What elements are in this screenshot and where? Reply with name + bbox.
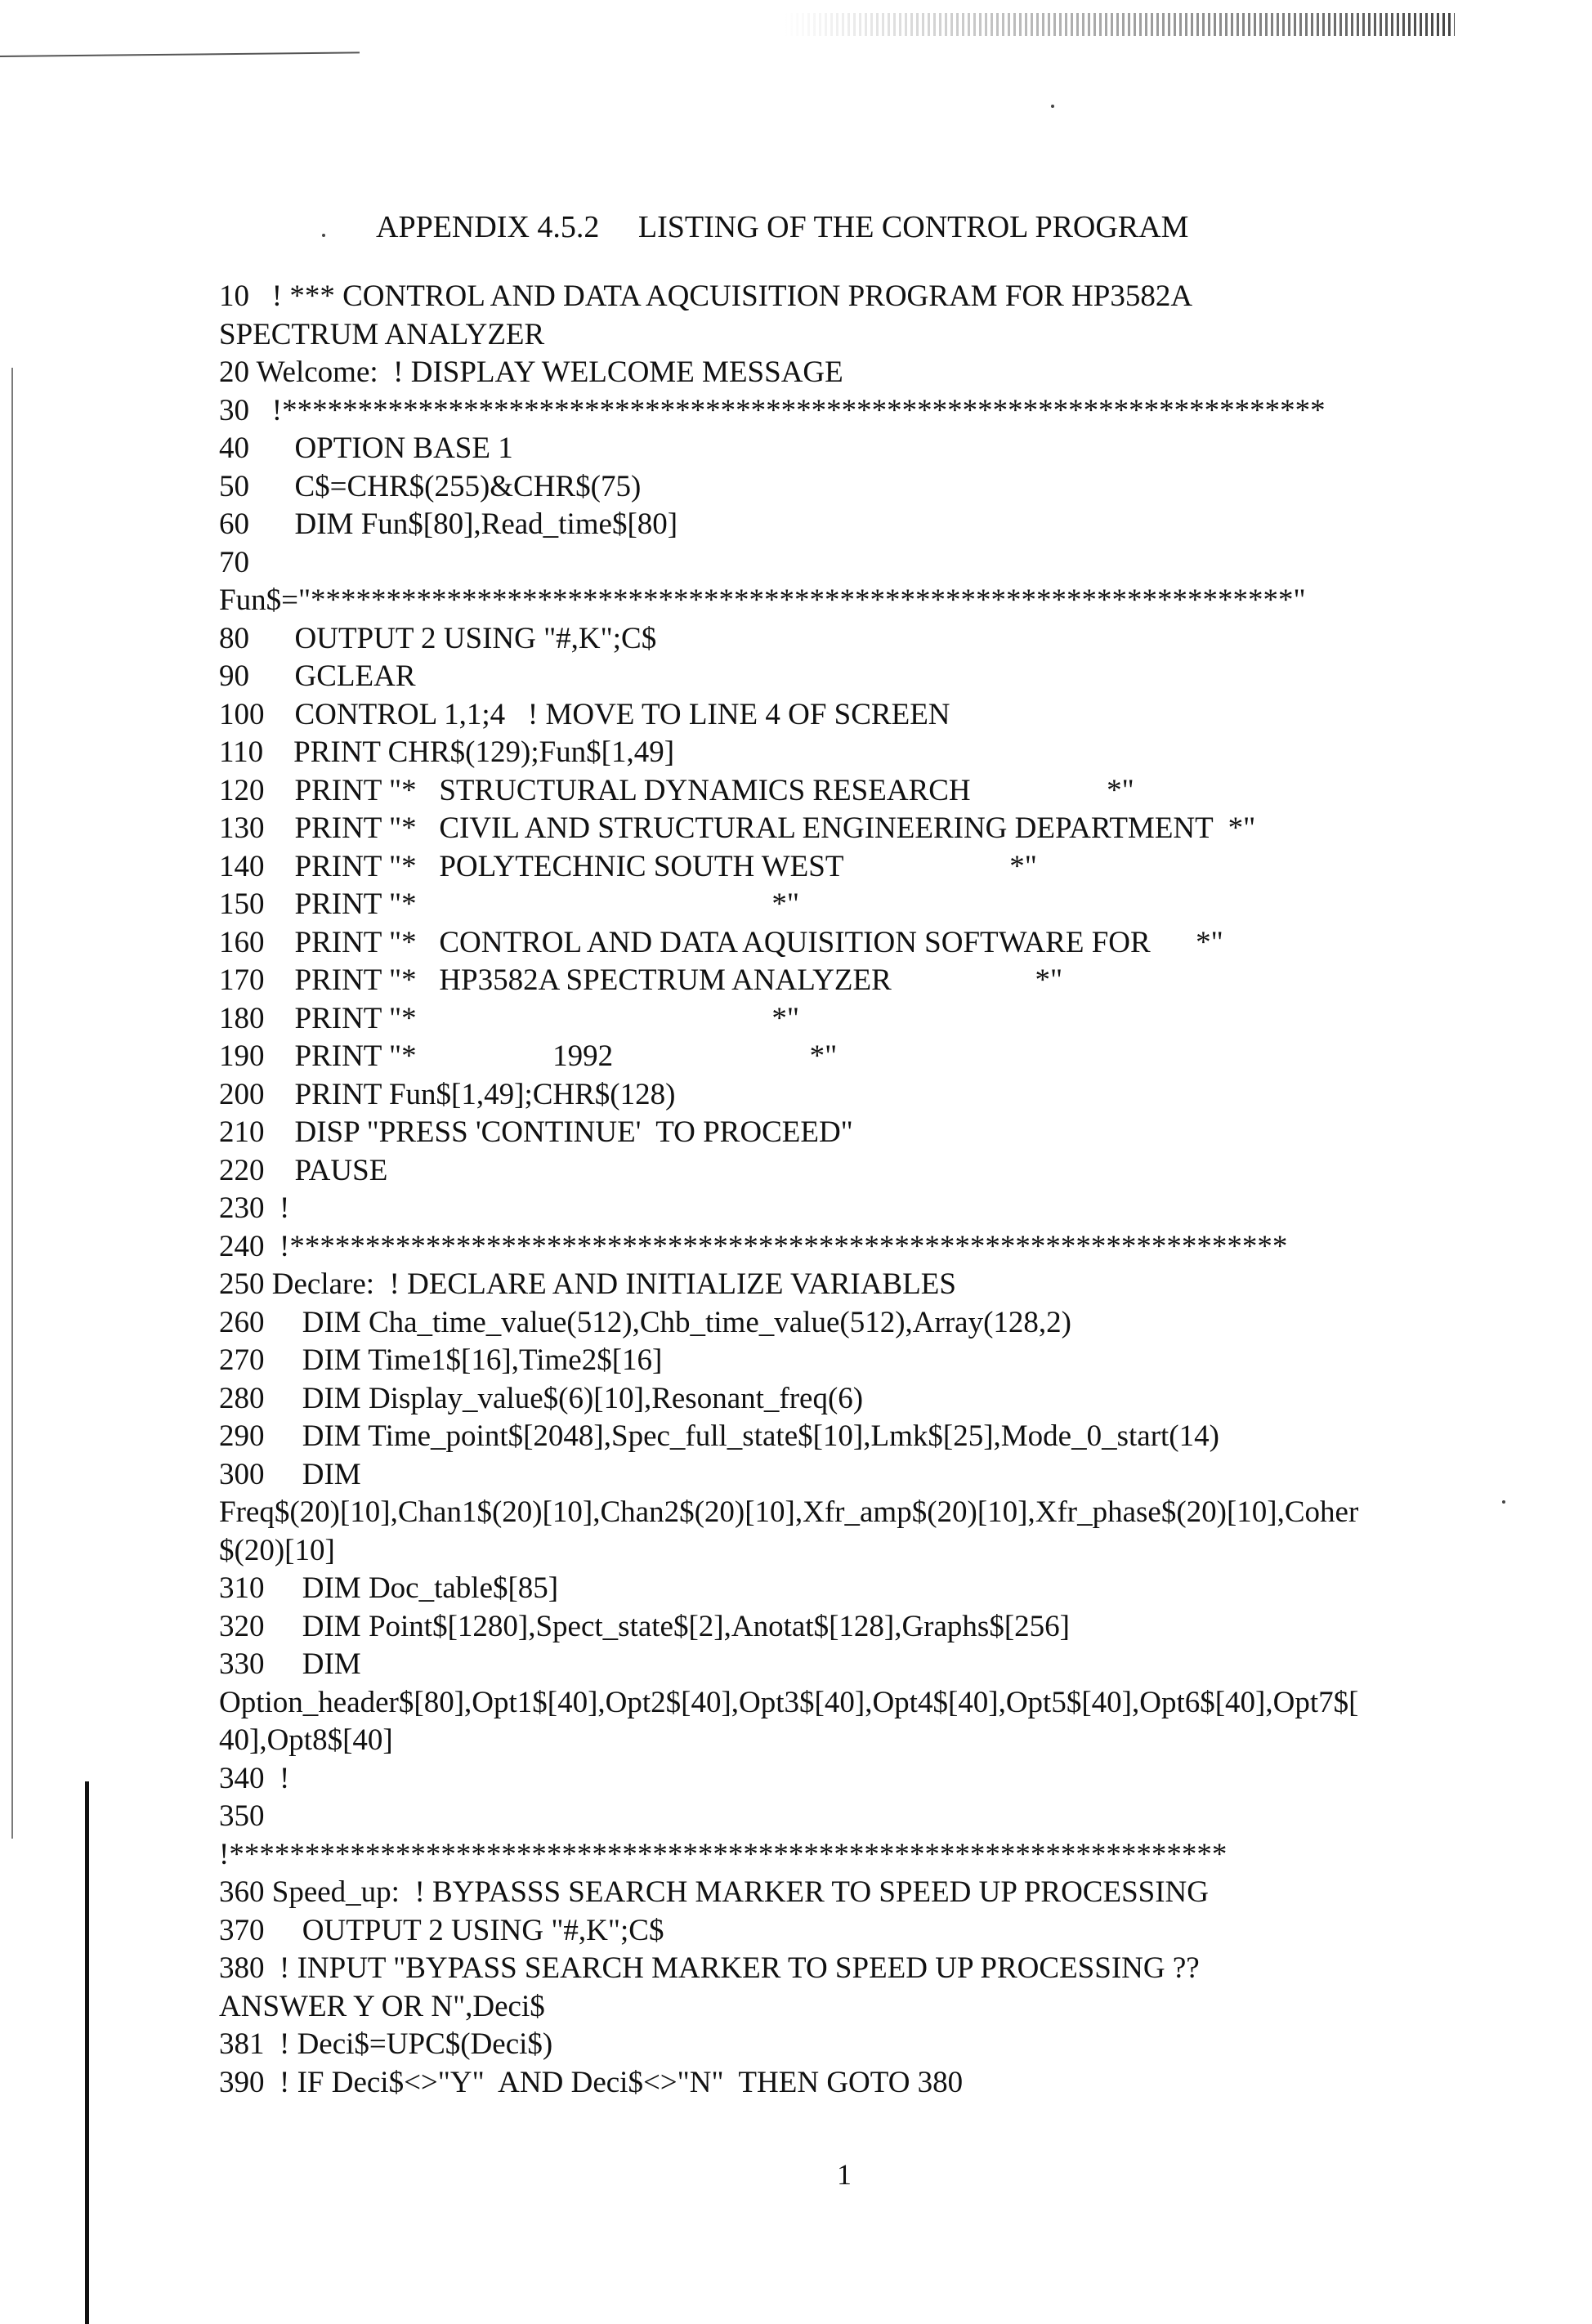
code-line: 40],Opt8$[40]	[219, 1723, 393, 1757]
code-line: 100 CONTROL 1,1;4 ! MOVE TO LINE 4 OF SCREEN	[219, 697, 950, 731]
code-line: 130 PRINT "* CIVIL AND STRUCTURAL ENGINEERING DEPARTMENT *"	[219, 811, 1256, 845]
code-line: ANSWER Y OR N",Deci$	[219, 1989, 545, 2023]
code-line: !******************************************************************	[219, 1837, 1228, 1871]
code-line: 20 Welcome: ! DISPLAY WELCOME MESSAGE	[219, 355, 843, 389]
code-line: 140 PRINT "* POLYTECHNIC SOUTH WEST *"	[219, 849, 1037, 883]
code-line: 310 DIM Doc_table$[85]	[219, 1571, 559, 1605]
code-line: 160 PRINT "* CONTROL AND DATA AQUISITION SOFTWARE FOR *"	[219, 925, 1223, 959]
page-heading: APPENDIX 4.5.2 LISTING OF THE CONTROL PROGRAM	[376, 210, 1189, 244]
code-line: 10 ! *** CONTROL AND DATA AQCUISITION PROGRAM FOR HP3582A	[219, 279, 1193, 313]
code-line: 180 PRINT "* *"	[219, 1001, 799, 1035]
code-line: 270 DIM Time1$[16],Time2$[16]	[219, 1343, 663, 1377]
code-line: 90 GCLEAR	[219, 659, 416, 693]
program-listing	[219, 278, 1494, 2102]
code-line: 390 ! IF Deci$<>"Y" AND Deci$<>"N" THEN GOTO 380	[219, 2065, 964, 2099]
code-line: 40 OPTION BASE 1	[219, 431, 513, 465]
code-line: SPECTRUM ANALYZER	[219, 317, 545, 351]
code-line: 60 DIM Fun$[80],Read_time$[80]	[219, 507, 678, 541]
code-line: Option_header$[80],Opt1$[40],Opt2$[40],Opt3$[40],Opt4$[40],Opt5$[40],Opt6$[40],Opt7$[	[219, 1685, 1359, 1719]
scan-artifact-left-edge	[11, 368, 13, 1839]
code-line: 120 PRINT "* STRUCTURAL DYNAMICS RESEARCH *"	[219, 773, 1134, 807]
page-number: 1	[837, 2158, 852, 2191]
code-line: 30 !*********************************************************************	[219, 393, 1326, 427]
code-line: 250 Declare: ! DECLARE AND INITIALIZE VARIABLES	[219, 1267, 956, 1301]
code-line: 260 DIM Cha_time_value(512),Chb_time_value(512),Array(128,2)	[219, 1305, 1071, 1339]
code-line: 320 DIM Point$[1280],Spect_state$[2],Anotat$[128],Graphs$[256]	[219, 1609, 1070, 1643]
code-line: Fun$="*****************************************************************"	[219, 583, 1306, 617]
scan-speck	[1051, 105, 1054, 108]
code-line: 220 PAUSE	[219, 1153, 388, 1187]
code-line: 290 DIM Time_point$[2048],Spec_full_state$[10],Lmk$[25],Mode_0_start(14)	[219, 1419, 1219, 1453]
scan-speck	[322, 234, 325, 237]
code-line: 200 PRINT Fun$[1,49];CHR$(128)	[219, 1077, 676, 1111]
scan-artifact-binding-edge	[85, 1781, 89, 2324]
code-line: $(20)[10]	[219, 1533, 335, 1567]
code-line: 340 !	[219, 1761, 290, 1795]
code-line: 280 DIM Display_value$(6)[10],Resonant_freq(6)	[219, 1381, 864, 1415]
code-line: 380 ! INPUT "BYPASS SEARCH MARKER TO SPEED UP PROCESSING ??	[219, 1951, 1200, 1985]
code-line: 150 PRINT "* *"	[219, 887, 799, 921]
code-line: 370 OUTPUT 2 USING "#,K";C$	[219, 1913, 664, 1947]
code-line: 50 C$=CHR$(255)&CHR$(75)	[219, 469, 642, 503]
code-line: 110 PRINT CHR$(129);Fun$[1,49]	[219, 735, 675, 769]
code-line: Freq$(20)[10],Chan1$(20)[10],Chan2$(20)[10],Xfr_amp$(20)[10],Xfr_phase$(20)[10],Coher	[219, 1495, 1359, 1529]
code-line: 170 PRINT "* HP3582A SPECTRUM ANALYZER *"	[219, 963, 1063, 997]
code-line: 70	[219, 545, 249, 579]
code-line: 300 DIM	[219, 1457, 361, 1491]
code-line: 240 !******************************************************************	[219, 1229, 1288, 1263]
code-line: 230 !	[219, 1191, 290, 1225]
code-line: 190 PRINT "* 1992 *"	[219, 1039, 838, 1073]
code-line: 360 Speed_up: ! BYPASSS SEARCH MARKER TO SPEED UP PROCESSING	[219, 1875, 1209, 1909]
code-line: 330 DIM	[219, 1647, 361, 1681]
scan-speck	[1502, 1500, 1505, 1504]
code-line: 381 ! Deci$=UPC$(Deci$)	[219, 2027, 553, 2061]
scan-artifact-noise	[785, 13, 1455, 36]
code-line: 80 OUTPUT 2 USING "#,K";C$	[219, 621, 657, 655]
code-line: 350	[219, 1799, 265, 1833]
code-line: 210 DISP "PRESS 'CONTINUE' TO PROCEED"	[219, 1115, 853, 1149]
scan-artifact-line	[0, 51, 360, 57]
